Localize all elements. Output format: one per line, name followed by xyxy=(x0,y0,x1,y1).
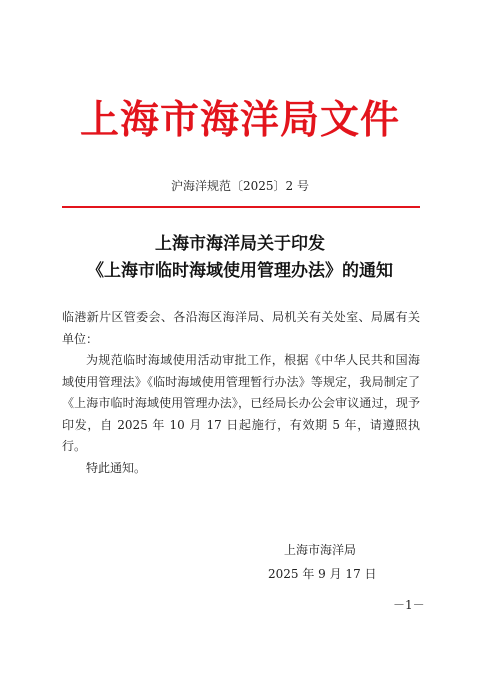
masthead-title: 上海市海洋局文件 xyxy=(79,97,400,143)
signature-date: 2025 年 9 月 17 日 xyxy=(268,567,377,581)
notice-title-line-1: 上海市海洋局关于印发 xyxy=(155,234,325,254)
notice-title-line-2: 《上海市临时海域使用管理办法》的通知 xyxy=(87,261,393,281)
notice-title xyxy=(0,231,480,285)
document-number: 沪海洋规范〔2025〕2 号 xyxy=(171,179,309,193)
notice-body xyxy=(62,307,420,479)
red-divider-rule xyxy=(62,206,420,208)
signature-organization: 上海市海洋局 xyxy=(284,543,357,557)
closing-paragraph: 特此通知。 xyxy=(86,460,147,475)
page-number: －1－ xyxy=(393,598,425,612)
recipients-paragraph: 临港新片区管委会、各沿海区海洋局、局机关有关处室、局属有关单位： xyxy=(62,310,420,346)
main-paragraph: 为规范临时海域使用活动审批工作，根据《中华人民共和国海域使用管理法》《临时海域使用管理暂行办法》等规定，我局制定了《上海市临时海域使用管理办法》，已经局长办公会审议通过，现予印发，自 2025 年 10 月 17 日起施行，有效期 5 年，请遵照执行。 xyxy=(62,353,420,453)
